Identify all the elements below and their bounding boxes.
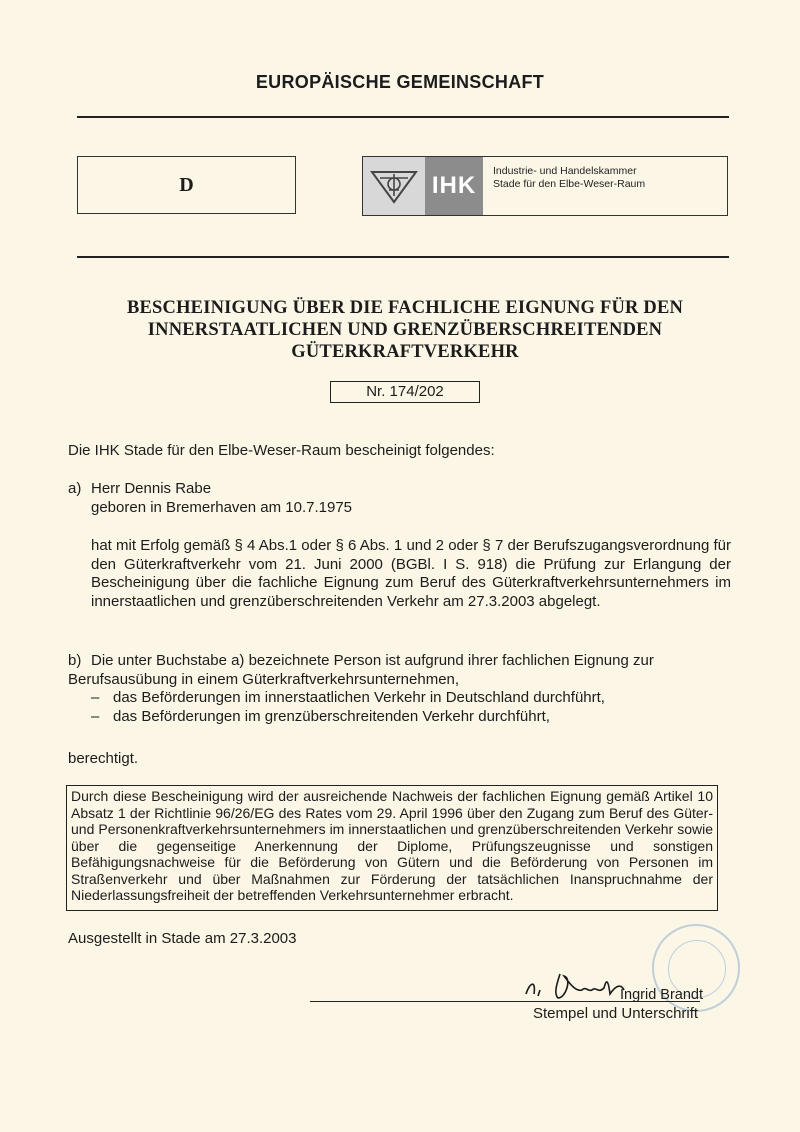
country-code: D	[179, 173, 194, 196]
section-a-label: a)	[68, 480, 82, 497]
ihk-logo	[363, 157, 483, 215]
title-line2: INNERSTAATLICHEN UND GRENZÜBERSCHREITENDEN	[147, 320, 663, 340]
issue-date: Ausgestellt in Stade am 27.3.2003	[68, 930, 297, 947]
country-code-box	[77, 156, 296, 214]
ihk-name-line1: Industrie- und Handelskammer	[493, 165, 637, 177]
intro-text: Die IHK Stade für den Elbe-Weser-Raum bescheinigt folgendes:	[68, 442, 495, 459]
list-item-text: das Beförderungen im grenzüberschreitenden Verkehr durchführt,	[113, 708, 550, 725]
section-b-line1: Die unter Buchstabe a) bezeichnete Person ist aufgrund ihrer fachlichen Eignung zur	[91, 652, 654, 669]
ihk-letters: IHK	[431, 172, 477, 199]
ihk-emblem-icon	[363, 157, 425, 215]
exam-text: hat mit Erfolg gemäß § 4 Abs.1 oder § 6 Abs. 1 und 2 oder § 7 der Berufszugangsverordnung für den Güterkraftverkehr vom 21. Juni 2000 (BGBl. I S. 918) die Prüfung zur Erlangung der Bescheinigung über die fachliche Eignung zum Beruf des Güterkraftverkehrsunternehmers im innerstaatlichen und grenzüberschreitenden Verkehr am 27.3.2003 abgelegt.	[91, 537, 731, 610]
dash-icon: –	[91, 689, 100, 706]
list-item	[91, 689, 605, 708]
certificate-number: Nr. 174/202	[330, 381, 480, 403]
ihk-name	[483, 157, 645, 215]
list-item-text: das Beförderungen im innerstaatlichen Verkehr in Deutschland durchführt,	[113, 689, 605, 706]
list-item	[91, 708, 550, 727]
signatory-name: Ingrid Brandt	[620, 987, 704, 1003]
header-divider	[77, 256, 729, 258]
community-heading: EUROPÄISCHE GEMEINSCHAFT	[255, 72, 545, 92]
top-divider	[77, 116, 729, 118]
document-title	[60, 297, 750, 363]
authorization-text: berechtigt.	[68, 750, 139, 767]
signature-label: Stempel und Unterschrift	[533, 1005, 699, 1022]
ihk-logo-box	[362, 156, 728, 216]
legal-notice: Durch diese Bescheinigung wird der ausreichende Nachweis der fachlichen Eignung gemäß Artikel 10 Absatz 1 der Richtlinie 96/26/EG des Rates vom 29. April 1996 über den Zugang zum Beruf des Güter- und Personenkraftverkehrsunternehmers im innerstaatlichen und grenzüberschreitenden Verkehr sowie über die gegenseitige Anerkennung der Diplome, Prüfungszeugnisse und sonstigen Befähigungsnachweise für die Beförderung von Gütern und die Beförderung von Personen im Straßenverkehr und über Maßnahmen zur Förderung der tatsächlichen Inanspruchnahme der Niederlassungsfreiheit der betreffenden Verkehrsunternehmer erbracht.	[66, 785, 718, 911]
birth-info: geboren in Bremerhaven am 10.7.1975	[91, 499, 353, 516]
ihk-name-line2: Stade für den Elbe-Weser-Raum	[493, 178, 646, 190]
section-b-line2: Berufsausübung in einem Güterkraftverkehrsunternehmen,	[68, 670, 460, 688]
title-line3: GÜTERKRAFTVERKEHR	[291, 342, 519, 362]
holder-name: Herr Dennis Rabe	[91, 480, 212, 497]
dash-icon: –	[91, 708, 100, 725]
section-b-label: b)	[68, 652, 82, 669]
title-line1: BESCHEINIGUNG ÜBER DIE FACHLICHE EIGNUNG FÜR DEN	[126, 298, 684, 318]
